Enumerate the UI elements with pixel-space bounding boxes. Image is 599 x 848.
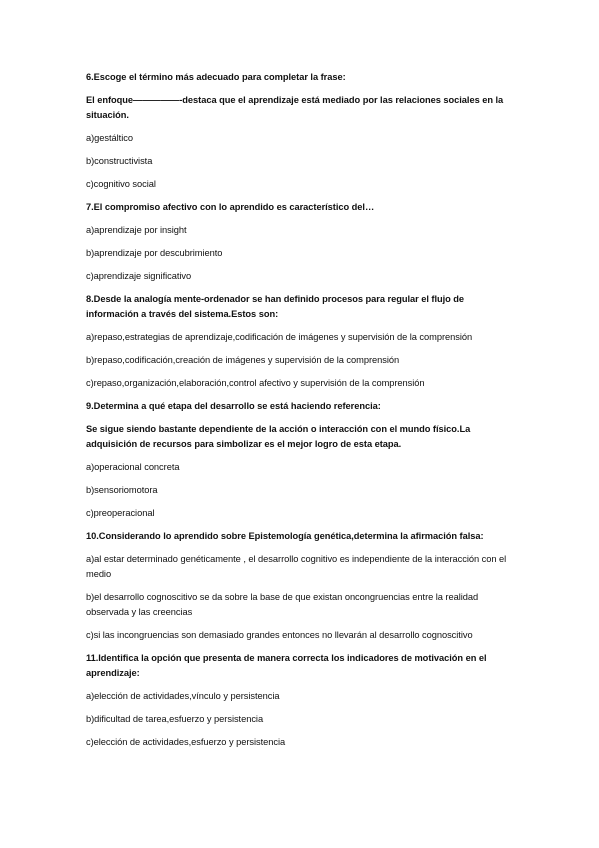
question-9-option-a: a)operacional concreta	[86, 462, 180, 472]
question-6-option-a: a)gestáltico	[86, 133, 133, 143]
question-8-option-b: b)repaso,codificación,creación de imágenes y supervisión de la comprensión	[86, 355, 400, 365]
question-11-option-c: c)elección de actividades,esfuerzo y persistencia	[86, 737, 286, 747]
question-7-option-c: c)aprendizaje significativo	[86, 271, 192, 281]
question-11-option-a: a)elección de actividades,vínculo y persistencia	[86, 691, 280, 701]
question-8-heading: 8.Desde la analogía mente-ordenador se han definido procesos para regular el flujo de información a través del sistema.Estos son:	[86, 294, 465, 319]
question-6-option-b: b)constructivista	[86, 156, 153, 166]
question-11-heading: 11.Identifica la opción que presenta de manera correcta los indicadores de motivación en el aprendizaje:	[86, 653, 487, 678]
question-11-option-b: b)dificultad de tarea,esfuerzo y persistencia	[86, 714, 264, 724]
question-10-option-b: b)el desarrollo cognoscitivo se da sobre la base de que existan oncongruencias entre la realidad observada y las creencias	[86, 592, 479, 617]
question-10-heading: 10.Considerando lo aprendido sobre Epistemología genética,determina la afirmación falsa:	[86, 531, 484, 541]
question-6-heading: 6.Escoge el término más adecuado para completar la frase:	[86, 72, 346, 82]
question-8-option-a: a)repaso,estrategias de aprendizaje,codificación de imágenes y supervisión de la comprensión	[86, 332, 473, 342]
question-9-prompt: Se sigue siendo bastante dependiente de la acción o interacción con el mundo físico.La adquisición de recursos para simbolizar es el mejor logro de esta etapa.	[86, 424, 471, 449]
question-6-option-c: c)cognitivo social	[86, 179, 156, 189]
question-9-option-c: c)preoperacional	[86, 508, 155, 518]
question-10-option-c: c)si las incongruencias son demasiado grandes entonces no llevarán al desarrollo cognoscitivo	[86, 630, 473, 640]
question-10-option-a: a)al estar determinado genéticamente , el desarrollo cognitivo es independiente de la interacción con el medio	[86, 554, 507, 579]
question-7-option-b: b)aprendizaje por descubrimiento	[86, 248, 223, 258]
document-content	[86, 70, 516, 758]
question-7-heading: 7.El compromiso afectivo con lo aprendido es característico del…	[86, 202, 375, 212]
question-7-option-a: a)aprendizaje por insight	[86, 225, 187, 235]
question-9-heading: 9.Determina a qué etapa del desarrollo se está haciendo referencia:	[86, 401, 381, 411]
question-6-prompt: El enfoque—————-destaca que el aprendizaje está mediado por las relaciones sociales en la situación.	[86, 95, 504, 120]
question-8-option-c: c)repaso,organización,elaboración,control afectivo y supervisión de la comprensión	[86, 378, 425, 388]
question-9-option-b: b)sensoriomotora	[86, 485, 158, 495]
